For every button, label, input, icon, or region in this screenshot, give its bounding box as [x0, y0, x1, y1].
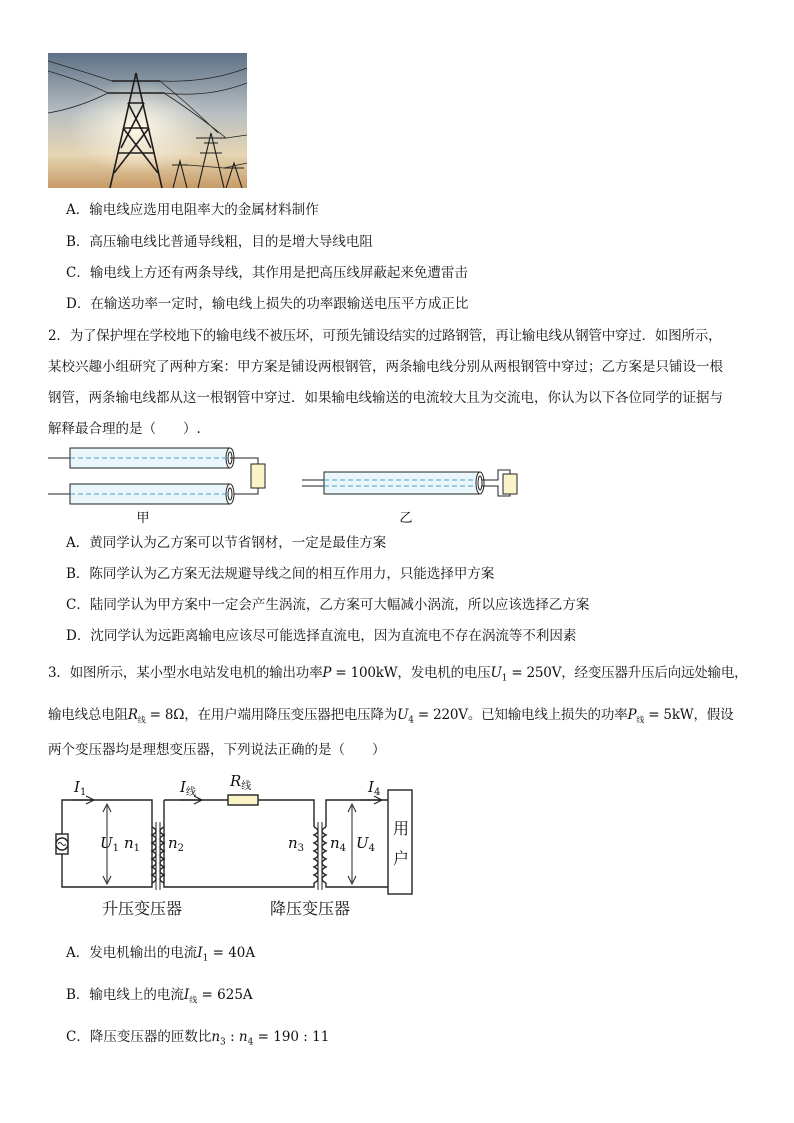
q2-option-d: D．沈同学认为远距离输电应该尽可能选择直流电，因为直流电不存在涡流等不利因素	[66, 628, 577, 644]
q3-stem-line-1: 3．如图所示，某小型水电站发电机的输出功率P = 100kW，发电机的电压$U_1 = 250V$，经变压器升压后向远处输电，	[48, 665, 748, 684]
q3-stem-line-3: 两个变压器均是理想变压器，下列说法正确的是（ ）	[48, 742, 386, 758]
svg-text:户: 户	[393, 849, 410, 868]
svg-text:n1: $n_1$	[124, 834, 141, 854]
q1-option-d: D．在输送功率一定时，输电线上损失的功率跟输送电压平方成正比	[66, 296, 469, 312]
q2-stem-line-2: 某校兴趣小组研究了两种方案：甲方案是铺设两根钢管，两条输电线分别从两根钢管中穿过；乙方案是只铺设一根	[48, 359, 723, 375]
q1-option-b: B．高压输电线比普通导线粗，目的是增大导线电阻	[66, 234, 373, 250]
q1-option-c: C．输电线上方还有两条导线，其作用是把高压线屏蔽起来免遭雷击	[66, 265, 468, 281]
q3-option-a: A．发电机输出的电流$I_1 = 40A$	[66, 945, 256, 964]
q2-stem-line-1: 2．为了保护埋在学校地下的输电线不被压坏，可预先铺设结实的过路钢管，再让输电线从钢管中穿过．如图所示，	[48, 328, 722, 344]
svg-text:R线: $R_线$	[230, 772, 252, 792]
q3-option-b: B．输电线上的电流$I_线 = 625A$	[66, 987, 253, 1005]
svg-text:n3: $n_3$	[288, 834, 305, 854]
svg-text:U1: $U_1$	[100, 834, 120, 854]
q1-option-a: A．输电线应选用电阻率大的金属材料制作	[66, 202, 319, 218]
figure-label-yi: 乙	[399, 511, 413, 526]
svg-text:升压变压器: 升压变压器	[102, 899, 183, 918]
svg-text:降压变压器: 降压变压器	[270, 899, 351, 918]
q2-option-c: C．陆同学认为甲方案中一定会产生涡流，乙方案可大幅减小涡流，所以应该选择乙方案	[66, 597, 590, 613]
figure-label-jia: 甲	[136, 511, 150, 526]
svg-text:n2: $n_2$	[168, 834, 185, 854]
q2-pipe-figure	[48, 442, 528, 526]
power-lines-photo	[48, 53, 247, 188]
q3-stem-line-2: 输电线总电阻$R_线 = 8\Omega$，在用户端用降压变压器把电压降为$U_4 = 220V$。已知输电线上损失的功率$P_线 = 5kW$，假设	[48, 707, 734, 726]
q3-circuit-figure	[52, 772, 422, 922]
q2-stem-line-3: 钢管，两条输电线都从这一根钢管中穿过．如果输电线输送的电流较大且为交流电，你认为以下各位同学的证据与	[48, 390, 723, 406]
svg-text:U4: $U_4$	[356, 834, 376, 854]
svg-text:n4: $n_4$	[330, 834, 347, 854]
svg-text:I4: $I_4$	[368, 778, 381, 798]
q2-option-a: A．黄同学认为乙方案可以节省钢材，一定是最佳方案	[66, 535, 387, 551]
svg-text:I1: $I_1$	[74, 778, 87, 798]
q2-stem-line-4: 解释最合理的是（ ）.	[48, 421, 201, 437]
svg-text:用: 用	[393, 819, 410, 838]
q3-option-c: C．降压变压器的匝数比$n_3$ : $n_4 = 190$ : 11	[66, 1029, 330, 1048]
svg-text:I线: $I_线$	[180, 778, 196, 798]
q2-option-b: B．陈同学认为乙方案无法规避导线之间的相互作用力，只能选择甲方案	[66, 566, 495, 582]
